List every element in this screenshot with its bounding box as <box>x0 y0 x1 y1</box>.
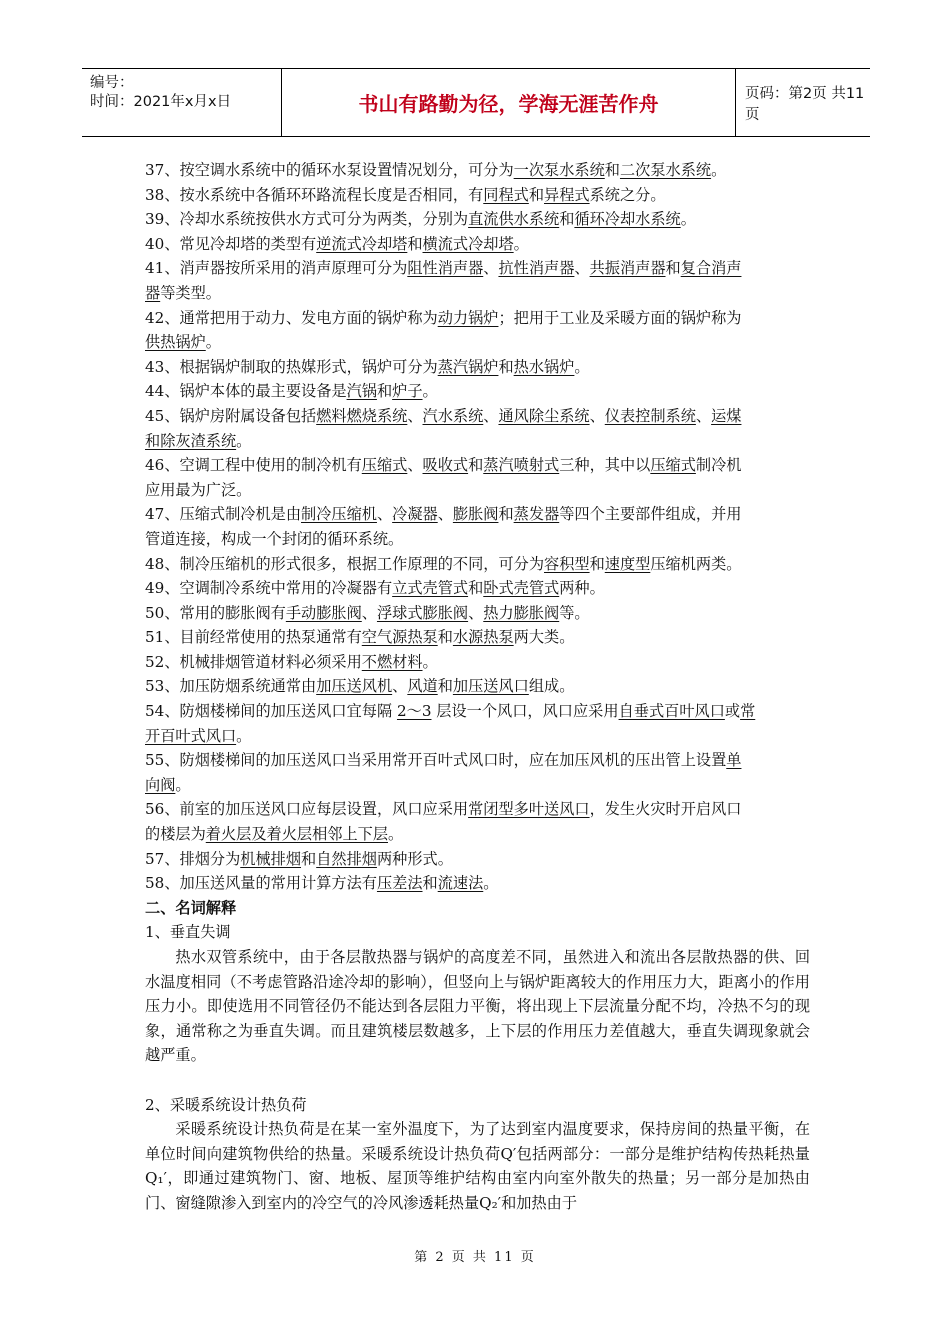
list-line <box>145 502 810 527</box>
page-header <box>82 68 870 137</box>
question-text: 和 <box>468 579 484 598</box>
answer-text: 通风除尘系统 <box>498 406 590 425</box>
list-line <box>145 552 810 577</box>
list-line <box>145 429 810 454</box>
answer-text: 吸收式 <box>422 456 469 475</box>
question-text: 。 <box>483 874 499 893</box>
answer-text: 横流式冷却塔 <box>422 234 514 253</box>
question-text: 52、机械排烟管道材料必须采用 <box>145 652 362 671</box>
question-text: 41、消声器按所采用的消声原理可分为 <box>145 259 408 278</box>
question-text: 、 <box>468 603 484 622</box>
question-text: 57、排烟分为 <box>145 849 241 868</box>
question-text: 、 <box>376 505 393 524</box>
number-label: 编号： <box>90 75 134 91</box>
answer-text: 阻性消声器 <box>407 259 484 278</box>
answer-text: 同程式 <box>483 185 529 204</box>
question-text: 48、制冷压缩机的形式很多，根据工作原理的不同，可分为 <box>145 554 545 573</box>
question-text: 层设一个风口，风口应采用 <box>431 702 619 721</box>
list-line <box>145 281 810 306</box>
question-text: 组成。 <box>528 677 575 696</box>
answer-text: 抗性消声器 <box>498 259 575 278</box>
question-text: 45、锅炉房附属设备包括 <box>145 406 317 425</box>
question-text: 。 <box>236 431 252 450</box>
list-line <box>145 822 810 847</box>
header-motto: 书山有路勤为径，学海无涯苦作舟 <box>282 69 736 136</box>
answer-text: 冷凝器 <box>392 505 438 524</box>
term1-title: 1、垂直失调 <box>145 923 231 942</box>
question-text: 、 <box>392 677 408 696</box>
answer-text: 制冷压缩机 <box>301 505 377 524</box>
list-line <box>145 256 810 281</box>
list-line <box>145 183 810 208</box>
answer-text: 蒸汽锅炉 <box>437 357 499 376</box>
list-line <box>145 871 810 896</box>
answer-text: 不燃材料 <box>361 652 423 671</box>
fill-in-list <box>145 158 810 896</box>
term2-title: 2、采暖系统设计热负荷 <box>145 1095 307 1114</box>
answer-text: 自垂式百叶风口 <box>618 702 725 721</box>
answer-text: 机械排烟 <box>240 849 302 868</box>
spacer <box>145 1068 810 1093</box>
question-text: 46、空调工程中使用的制冷机有 <box>145 456 362 475</box>
question-text: 和 <box>559 210 575 229</box>
answer-text: 蒸发器 <box>513 505 560 524</box>
answer-text: 供热锅炉 <box>145 333 206 352</box>
question-text: 。 <box>574 357 590 376</box>
question-text: 等。 <box>559 603 590 622</box>
list-line <box>145 453 810 478</box>
question-text: 的楼层为 <box>145 825 206 844</box>
answer-text: 容积型 <box>544 554 590 573</box>
answer-text: 常 <box>740 702 756 721</box>
question-text: 。 <box>422 382 438 401</box>
question-text: 管道连接，构成一个封闭的循环系统。 <box>145 529 404 548</box>
list-line <box>145 699 810 724</box>
question-text: 和 <box>376 382 393 401</box>
answer-text: 异程式 <box>544 185 590 204</box>
question-text: 和 <box>528 185 545 204</box>
list-line <box>145 158 810 183</box>
list-line <box>145 748 810 773</box>
question-text: 制冷机 <box>695 456 742 475</box>
question-text: 和 <box>665 259 681 278</box>
question-text: 58、加压送风量的常用计算方法有 <box>145 874 377 893</box>
answer-text: 一次泵水系统 <box>513 161 605 179</box>
question-text: 54、防烟楼梯间的加压送风口宜每隔 <box>145 702 397 721</box>
answer-text: 加压送风口 <box>452 677 529 696</box>
list-line <box>145 404 810 429</box>
answer-text: 流速法 <box>437 874 484 893</box>
list-line <box>145 232 810 257</box>
header-page-label: 页码：第2页 共11页 <box>745 85 865 123</box>
document-body <box>145 158 810 1216</box>
answer-text: 压缩式 <box>650 456 696 475</box>
page-footer: 第 2 页 共 11 页 <box>414 1250 536 1265</box>
question-text: 两种形式。 <box>376 849 453 868</box>
question-text: 和 <box>422 874 438 893</box>
question-text: 两种。 <box>559 579 605 598</box>
question-text: 。 <box>711 161 727 179</box>
answer-text: 二次泵水系统 <box>619 161 712 179</box>
answer-text: 运煤 <box>711 406 742 425</box>
list-line <box>145 773 810 798</box>
answer-text: 加压送风机 <box>316 677 393 696</box>
question-text: 39、冷却水系统按供水方式可分为两类，分别为 <box>145 210 469 229</box>
term2-text: 采暖系统设计热负荷是在某一室外温度下，为了达到室内温度要求，保持房间的热量平衡，在单位时间向建筑物供给的热量。采暖系统设计热负荷Q′包括两部分：一部分是维护结构传热耗热量Q₁′，即通过建筑物门、窗、地板、屋顶等维护结构由室内向室外散失的热量；另一部分是加热由门、窗缝隙渗入到室内的冷空气的冷风渗透耗热量Q₂′和加热由于 <box>145 1120 810 1212</box>
answer-text: 风道 <box>407 677 438 696</box>
question-text: 。 <box>388 825 404 844</box>
question-text: 等四个主要部件组成，并用 <box>559 505 742 524</box>
list-line <box>145 527 810 552</box>
answer-text: 器 <box>145 283 161 302</box>
answer-text: 压差法 <box>376 874 423 893</box>
answer-text: 复合消声 <box>680 259 742 278</box>
answer-text: 燃料燃烧系统 <box>316 406 408 425</box>
question-text: 压缩机两类。 <box>650 554 742 573</box>
list-line <box>145 601 810 626</box>
question-text: 49、空调制冷系统中常用的冷凝器有 <box>145 579 393 598</box>
answer-text: 循环冷却水系统 <box>574 210 681 229</box>
question-text: 、 <box>483 259 499 278</box>
question-text: 和 <box>498 505 514 524</box>
list-line <box>145 625 810 650</box>
answer-text: 水源热泵 <box>452 628 514 647</box>
answer-text: 卧式壳管式 <box>483 579 560 598</box>
question-text: 和 <box>498 357 514 376</box>
question-text: 37、按空调水系统中的循环水泵设置情况划分，可分为 <box>145 161 514 179</box>
answer-text: 汽水系统 <box>422 406 484 425</box>
answer-text: 动力锅炉 <box>437 308 499 327</box>
answer-text: 和除灰渣系统 <box>145 431 237 450</box>
question-text: 50、常用的膨胀阀有 <box>145 603 286 622</box>
question-text: ，发生火灾时开启风口 <box>589 800 742 819</box>
answer-text: 常闭型多叶送风口 <box>468 800 590 819</box>
question-text: 、 <box>589 406 605 425</box>
answer-text: 开百叶式风口 <box>145 726 237 745</box>
question-text: 53、加压防烟系统通常由 <box>145 677 317 696</box>
answer-text: 共振消声器 <box>589 259 666 278</box>
answer-text: 单 <box>726 751 742 770</box>
answer-text: 2～3 <box>396 702 432 721</box>
question-text: 或 <box>724 702 741 721</box>
answer-text: 热力膨胀阀 <box>483 603 560 622</box>
question-text: 51、目前经常使用的热泵通常有 <box>145 628 362 647</box>
question-text: 和 <box>407 234 423 253</box>
answer-text: 向阀 <box>145 775 176 794</box>
question-text: 。 <box>680 210 696 229</box>
question-text: 和 <box>589 554 605 573</box>
question-text: 、 <box>695 406 712 425</box>
answer-text: 仪表控制系统 <box>604 406 696 425</box>
list-line <box>145 379 810 404</box>
list-line <box>145 306 810 331</box>
question-text: 和 <box>437 628 453 647</box>
list-line <box>145 207 810 232</box>
answer-text: 膨胀阀 <box>452 505 499 524</box>
question-text: 三种，其中以 <box>559 456 651 475</box>
question-text: 和 <box>604 161 620 179</box>
question-text: 、 <box>407 456 423 475</box>
question-text: 、 <box>574 259 590 278</box>
answer-text: 速度型 <box>604 554 651 573</box>
list-line <box>145 724 810 749</box>
answer-text: 直流供水系统 <box>468 210 560 229</box>
question-text: 。 <box>205 333 221 352</box>
question-text: 。 <box>175 775 191 794</box>
question-text: 56、前室的加压送风口应每层设置，风口应采用 <box>145 800 469 819</box>
question-text: 两大类。 <box>513 628 575 647</box>
list-line <box>145 355 810 380</box>
list-line <box>145 650 810 675</box>
answer-text: 立式壳管式 <box>392 579 469 598</box>
question-text: 40、常见冷却塔的类型有 <box>145 234 317 253</box>
question-text: 和 <box>468 456 484 475</box>
answer-text: 浮球式膨胀阀 <box>376 603 469 622</box>
question-text: 系统之分。 <box>589 185 666 204</box>
time-label: 时间：2021年x月x日 <box>90 94 232 110</box>
section-title: 二、名词解释 <box>145 898 237 917</box>
question-text: 。 <box>236 726 252 745</box>
question-text: 38、按水系统中各循环环路流程长度是否相同，有 <box>145 185 484 204</box>
question-text: 、 <box>437 505 453 524</box>
question-text: 、 <box>483 406 499 425</box>
question-text: 42、通常把用于动力、发电方面的锅炉称为 <box>145 308 438 327</box>
question-text: 。 <box>422 652 438 671</box>
answer-text: 空气源热泵 <box>361 628 438 647</box>
answer-text: 蒸汽喷射式 <box>483 456 560 475</box>
question-text: 47、压缩式制冷机是由 <box>145 505 302 524</box>
question-text: 等类型。 <box>160 283 221 302</box>
answer-text: 炉子 <box>392 382 423 401</box>
list-line <box>145 478 810 503</box>
term1-text: 热水双管系统中，由于各层散热器与锅炉的高度差不同，虽然进入和流出各层散热器的供、回水温度相同（不考虑管路沿途冷却的影响），但竖向上与锅炉距离较大的作用压力大，距离小的作用压力小。即使选用不同管径仍不能达到各层阻力平衡，将出现上下层流量分配不均，冷热不匀的现象，通常称之为垂直失调。而且建筑楼层数越多，上下层的作用压力差值越大，垂直失调现象就会越严重。 <box>145 948 810 1065</box>
question-text: ；把用于工业及采暖方面的锅炉称为 <box>498 308 742 327</box>
question-text: 应用最为广泛。 <box>145 480 252 499</box>
question-text: 。 <box>513 234 529 253</box>
question-text: 和 <box>437 677 453 696</box>
answer-text: 热水锅炉 <box>513 357 575 376</box>
answer-text: 逆流式冷却塔 <box>316 234 408 253</box>
list-line <box>145 674 810 699</box>
question-text: 、 <box>361 603 377 622</box>
question-text: 、 <box>407 406 423 425</box>
question-text: 44、锅炉本体的最主要设备是 <box>145 382 347 401</box>
answer-text: 自然排烟 <box>316 849 377 868</box>
list-line <box>145 576 810 601</box>
answer-text: 手动膨胀阀 <box>285 603 362 622</box>
question-text: 43、根据锅炉制取的热媒形式，锅炉可分为 <box>145 357 438 376</box>
list-line <box>145 847 810 872</box>
answer-text: 压缩式 <box>361 456 408 475</box>
question-text: 55、防烟楼梯间的加压送风口当采用常开百叶式风口时，应在加压风机的压出管上设置 <box>145 751 727 770</box>
list-line <box>145 797 810 822</box>
header-meta <box>82 69 282 136</box>
question-text: 和 <box>301 849 317 868</box>
list-line <box>145 330 810 355</box>
answer-text: 汽锅 <box>346 382 377 401</box>
answer-text: 着火层及着火层相邻上下层 <box>205 825 388 844</box>
